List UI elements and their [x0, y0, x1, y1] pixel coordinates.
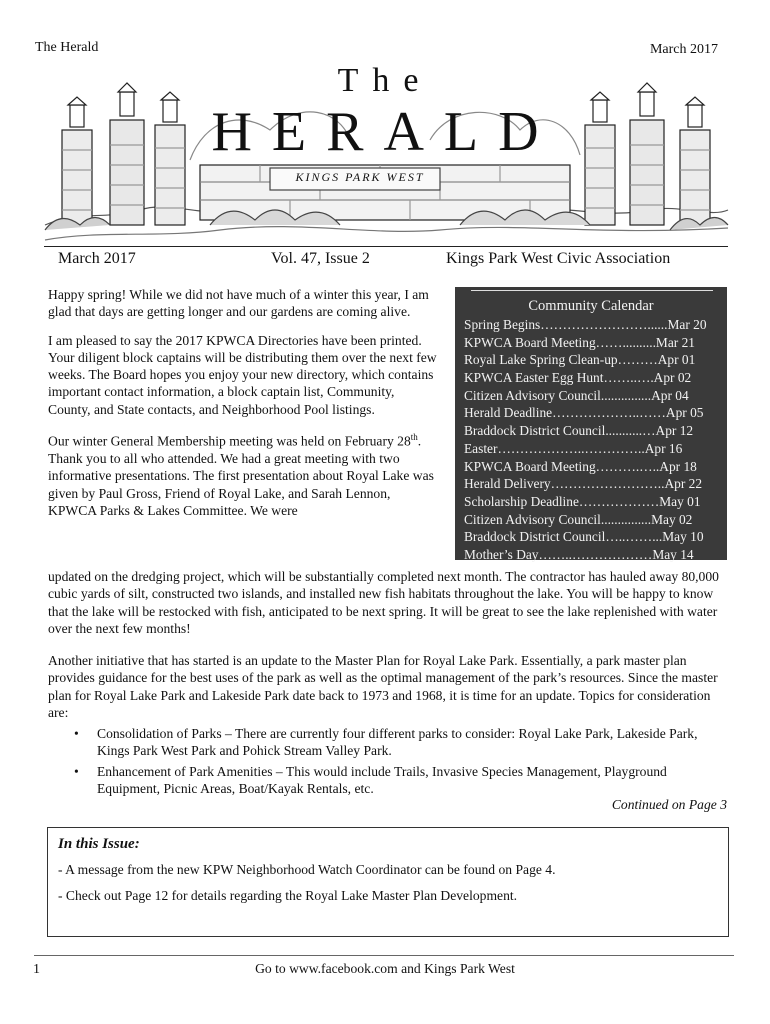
topic-list: [72, 725, 712, 800]
issue-bar: [44, 246, 728, 271]
calendar-entry: Braddock District Council…..……...May 10: [464, 529, 704, 545]
footer-text: Go to www.facebook.com and Kings Park West: [255, 961, 515, 976]
calendar-entry: Royal Lake Spring Clean-up………Apr 01: [464, 352, 696, 368]
calendar-entry: Herald Deadline………………..……Apr 05: [464, 405, 704, 421]
calendar-entry: Spring Begins……………………......Mar 20: [464, 317, 707, 332]
page-number: 1: [33, 962, 40, 977]
masthead-subtitle: KINGS PARK WEST: [295, 170, 425, 184]
list-item: • Consolidation of Parks – There are currently four different parks to consider: Royal Lake Park, Lakeside Park, Kings Park West Park and Pohick Stream Valley Park.: [74, 726, 698, 759]
continuation-paragraph: updated on the dredging project, which will be substantially completed next month. The contractor has hauled away 80,000 cubic yards of silt, constructed two islands, and installed new fish habitats throughout the lake. You will be happy to know that the lake will be restocked with fish, anticipated to be next spring. It will be great to see the lake replenished with water over the next few months!: [48, 569, 719, 636]
bullet-icon: •: [74, 763, 79, 779]
calendar-entry: Citizen Advisory Council...............Apr 04: [464, 387, 689, 403]
bullet-icon: •: [74, 726, 79, 741]
calendar-entry: Herald Delivery……………………..Apr 22: [464, 476, 703, 492]
calendar-entry: Citizen Advisory Council...............May 02: [464, 511, 693, 527]
lead-column: [48, 286, 440, 530]
running-header-left: The Herald: [35, 40, 99, 55]
calendar-entry: KPWCA Board Meeting……….…..Apr 18: [464, 458, 697, 474]
running-header-right: March 2017: [649, 42, 718, 57]
paragraph: Happy spring! While we did not have much of a winter this year, I am glad that days are getting longer and our gardens are coming alive.: [48, 287, 429, 320]
calendar-entry: Easter………………..…………..Apr 16: [464, 440, 683, 456]
meeting-paragraph: Our winter General Membership meeting was held on February 28th. Thank you to all who attended. We had a great meeting with two informative presentations. The first presentation about Royal Lake was given by Paul Gross, Friend of Royal Lake, and Sarah Lennon, KPWCA Parks & Lakes Committee. We were: [48, 432, 434, 518]
divider: [471, 290, 713, 291]
community-calendar: [455, 287, 727, 560]
in-this-issue-box: [47, 827, 729, 937]
list-item: • Enhancement of Park Amenities – This would include Trails, Invasive Species Management, Playground Equipment, Picnic Areas, Boat/Kayak Rentals, etc.: [74, 763, 667, 796]
in-this-issue-item: - A message from the new KPW Neighborhood Watch Coordinator can be found on Page 4.: [58, 862, 556, 877]
calendar-entry: KPWCA Easter Egg Hunt……..….Apr 02: [464, 370, 692, 386]
in-this-issue-item: - Check out Page 12 for details regarding the Royal Lake Master Plan Development.: [58, 888, 518, 903]
issue-date: March 2017: [58, 250, 136, 267]
calendar-entry: Braddock District Council...........…Apr 12: [464, 423, 694, 439]
issue-organization: Kings Park West Civic Association: [446, 250, 671, 267]
calendar-entry: KPWCA Board Meeting……..........Mar 21: [464, 334, 695, 350]
calendar-entry: Mother’s Day……..………………May 14: [464, 546, 694, 562]
masthead-title: HERALD: [211, 101, 559, 163]
paragraph: I am pleased to say the 2017 KPWCA Directories have been printed. Your diligent block captains will be distributing them over the next few weeks. The Board hopes you enjoy your new directory, which contains important contact information, a block captain list, Community, County, and State contacts, and Neighborhood Pool listings.: [48, 332, 437, 417]
continued-note: Continued on Page 3: [611, 797, 727, 812]
calendar-entry: Scholarship Deadline………………May 01: [464, 493, 701, 509]
master-plan-paragraph: Another initiative that has started is an update to the Master Plan for Royal Lake Park. Essentially, a park master plan provides guidance for the best uses of the park as well as the optimal management of the park’s resources. Since the master plan for Royal Lake Park and Lakeside Park date back to 1973 and 1968, it is time for an update. Topics for consideration are:: [48, 653, 718, 720]
issue-volume: Vol. 47, Issue 2: [271, 250, 370, 267]
in-this-issue-title: In this Issue:: [58, 836, 140, 852]
divider: [34, 955, 734, 956]
calendar-list: [464, 317, 715, 565]
masthead-the: The: [337, 62, 433, 99]
calendar-title: Community Calendar: [528, 298, 654, 314]
